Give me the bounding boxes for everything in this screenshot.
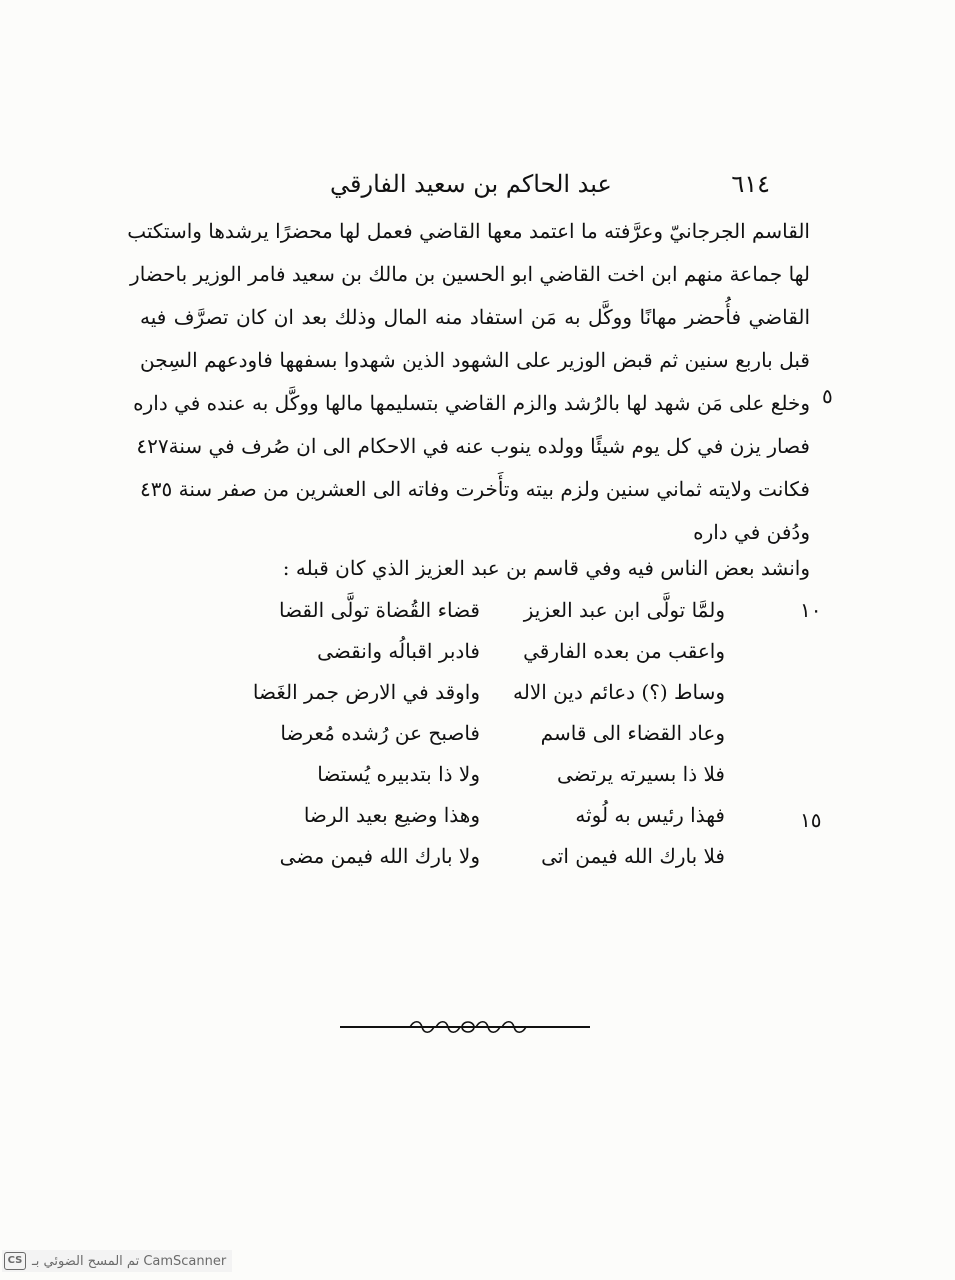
- page-header: [330, 170, 770, 206]
- poem: [225, 590, 725, 877]
- verse-second-hemistich: ولا بارك الله فيمن مضى: [279, 844, 480, 868]
- prose-line: القاضي فأُحضر مهانًا ووكَّل به مَن استفاد منه المال وذلك بعد ان كان تصرَّف فيه: [140, 305, 810, 329]
- verse-second-hemistich: ولا ذا بتدبيره يُستضا: [317, 762, 480, 786]
- verse-first-hemistich: فهذا رئيس به لُوثه: [575, 803, 725, 827]
- verse-second-hemistich: وهذا وضيع بعيد الرضا: [303, 803, 480, 827]
- poem-verse: [225, 754, 725, 795]
- poem-verse: [225, 836, 725, 877]
- page-number: ٦١٤: [731, 170, 770, 198]
- verse-second-hemistich: فادبر اقبالُه وانقضى: [317, 639, 480, 663]
- poem-verse: [225, 590, 725, 631]
- scanner-watermark: [2, 1250, 232, 1272]
- verse-second-hemistich: فاصبح عن رُشده مُعرضا: [280, 721, 480, 745]
- verse-first-hemistich: ولمَّا تولَّى ابن عبد العزيز: [523, 598, 725, 622]
- verse-first-hemistich: فلا ذا بسيرته يرتضى: [557, 762, 725, 786]
- prose-line: ودُفن في داره: [693, 520, 810, 544]
- line-number-15: ١٥: [800, 808, 822, 832]
- verse-second-hemistich: واوقد في الارض جمر الغَضا: [252, 680, 480, 704]
- prose-line: لها جماعة منهم ابن اخت القاضي ابو الحسين بن مالك بن سعيد فامر الوزير باحضار: [130, 262, 810, 286]
- prose-line: فصار يزن في كل يوم شيئًا وولده ينوب عنه في الاحكام الى ان صُرف في سنة٤٢٧: [136, 434, 810, 458]
- prose-line: قبل باربع سنين ثم قبض الوزير على الشهود الذين شهدوا بسفهها فاودعهم السِجن: [140, 348, 810, 372]
- verse-second-hemistich: قضاء القُضاة تولَّى القضا: [278, 598, 480, 622]
- camscanner-logo-icon: CS: [4, 1252, 26, 1270]
- line-number-10: ١٠: [800, 598, 822, 622]
- poem-verse: [225, 713, 725, 754]
- verse-first-hemistich: وعاد القضاء الى قاسم: [540, 721, 725, 745]
- verse-first-hemistich: فلا بارك الله فيمن اتى: [541, 844, 725, 868]
- verse-first-hemistich: واعقب من بعده الفارقي: [523, 639, 725, 663]
- prose-line: القاسم الجرجانيّ وعرَّفته ما اعتمد معها القاضي فعمل لها محضرًا يرشدها واستكتب: [127, 219, 810, 243]
- poem-intro: وانشد بعض الناس فيه وفي قاسم بن عبد العزيز الذي كان قبله :: [282, 556, 810, 580]
- prose-line: وخلع على مَن شهد لها بالرُشد والزم القاضي بتسليمها مالها ووكَّل به عنده في داره: [133, 391, 810, 415]
- running-title: عبد الحاكم بن سعيد الفارقي: [330, 170, 612, 198]
- prose-block: [127, 210, 810, 554]
- prose-line: فكانت ولايته ثماني سنين ولزم بيته وتأَخرت وفاته الى العشرين من صفر سنة ٤٣٥: [140, 477, 810, 501]
- line-number-5: ٥: [822, 384, 833, 408]
- end-ornament: [340, 1016, 590, 1038]
- poem-verse: [225, 631, 725, 672]
- poem-verse: [225, 672, 725, 713]
- watermark-text: تم المسح الضوئي بـ CamScanner: [32, 1253, 227, 1269]
- verse-first-hemistich: وساط (؟) دعائم دين الاله: [513, 680, 725, 704]
- poem-verse: [225, 795, 725, 836]
